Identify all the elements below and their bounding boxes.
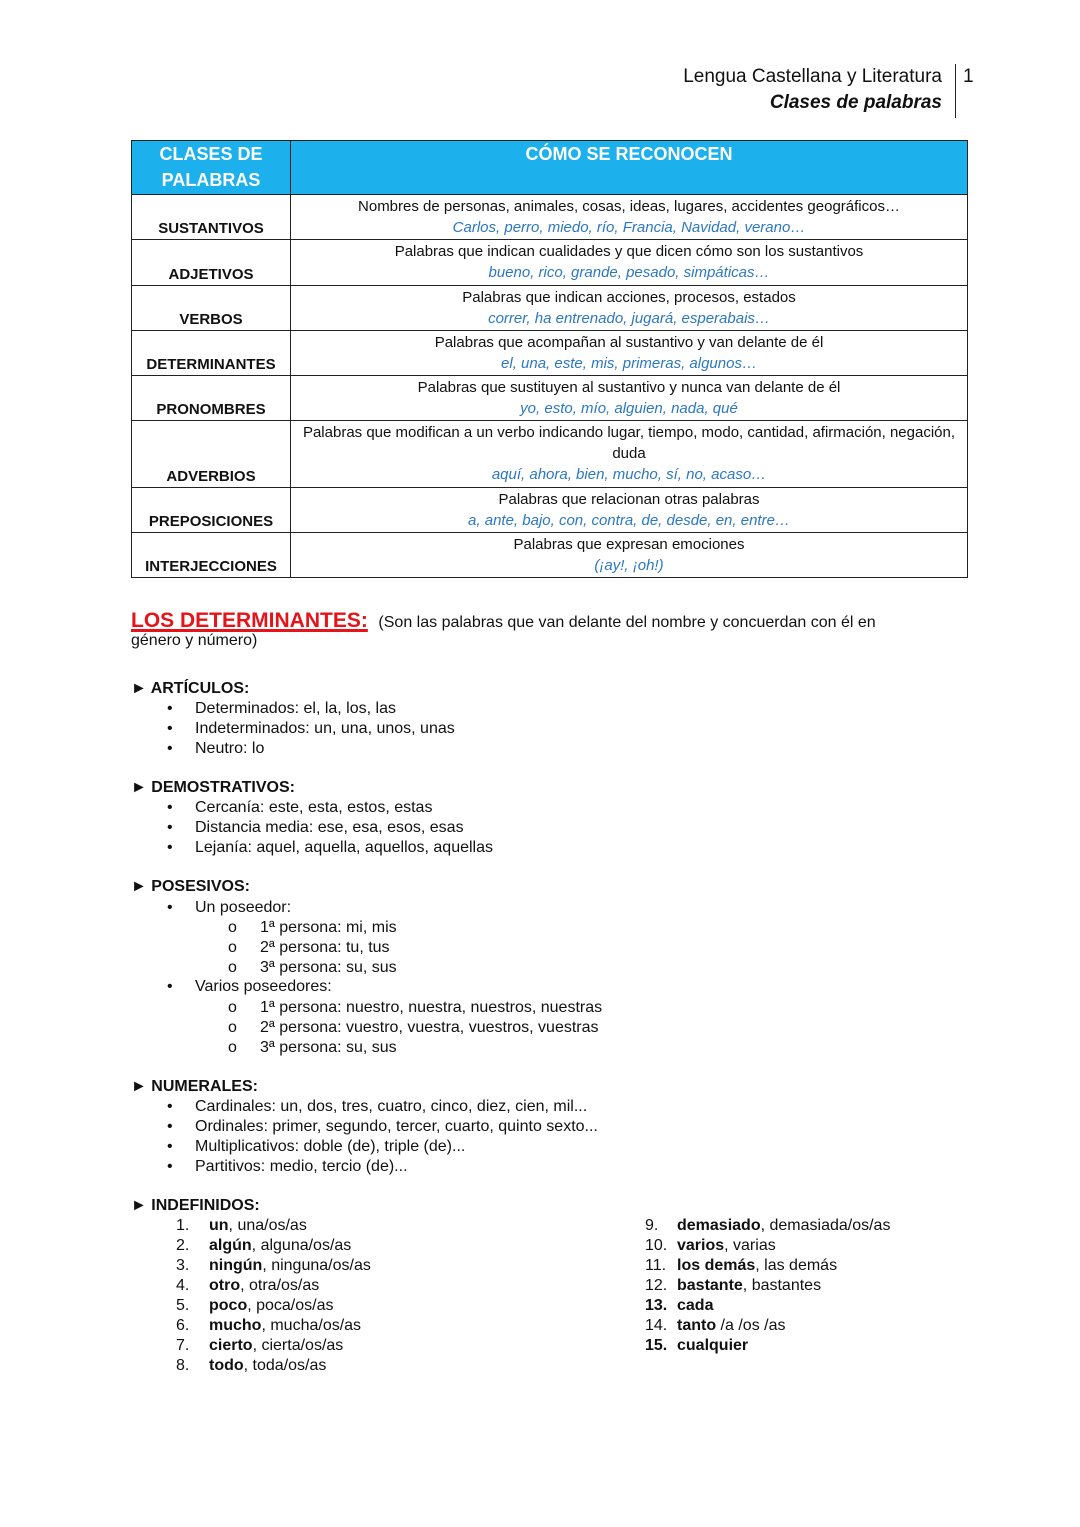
posesivos-title: ► POSESIVOS: (131, 878, 250, 895)
item-word: los demás (677, 1257, 756, 1274)
list-item (228, 1018, 599, 1038)
word-class-description (291, 533, 968, 578)
list-item-text: Cercanía: este, esta, estos, estas (195, 799, 433, 816)
item-number: 12. (645, 1277, 668, 1294)
list-item (167, 898, 292, 918)
table-header-recognition: CÓMO SE RECONOCEN (291, 141, 968, 195)
table-row (132, 376, 968, 421)
item-word: mucho (209, 1317, 262, 1334)
word-class: INTERJECCIONES (132, 533, 291, 578)
item-word: otro (209, 1277, 241, 1294)
item-forms: , bastantes (742, 1277, 822, 1294)
item-forms: , otra/os/as (240, 1277, 320, 1294)
determinantes-intro: (Son las palabras que van delante del nombre y concuerdan con él en (378, 614, 876, 631)
list-item-text: Ordinales: primer, segundo, tercer, cuarto, quinto sexto... (195, 1118, 598, 1135)
determinantes-title: LOS DETERMINANTES: (131, 609, 368, 632)
table-row (132, 488, 968, 533)
word-class: DETERMINANTES (132, 331, 291, 376)
numerales-title: ► NUMERALES: (131, 1078, 258, 1095)
bullet-icon: • (167, 700, 173, 717)
examples-text: el, una, este, mis, primeras, algunos… (501, 355, 757, 372)
list-item-text: Indeterminados: un, una, unos, unas (195, 720, 455, 737)
list-item-text: Determinados: el, la, los, las (195, 700, 396, 717)
indefinido-item (645, 1216, 890, 1236)
item-word: varios (677, 1237, 725, 1254)
description-text: Palabras que indican acciones, procesos, estados (462, 289, 796, 306)
table-row (132, 421, 968, 488)
list-item (167, 1137, 466, 1157)
bullet-icon: • (167, 1098, 173, 1115)
description-text: Nombres de personas, animales, cosas, ideas, lugares, accidentes geográficos… (358, 198, 900, 215)
description-text: Palabras que acompañan al sustantivo y van delante de él (434, 334, 824, 351)
list-item (228, 958, 397, 978)
bullet-icon: o (228, 999, 237, 1016)
bullet-icon: o (228, 1039, 237, 1056)
bullet-icon: • (167, 1118, 173, 1135)
item-number: 3. (176, 1257, 190, 1274)
item-number: 9. (645, 1217, 659, 1234)
item-forms: , poca/os/as (247, 1297, 334, 1314)
demostrativos-title: ► DEMOSTRATIVOS: (131, 779, 295, 796)
list-item-text: 2ª persona: tu, tus (260, 939, 390, 956)
list-item (167, 798, 433, 818)
list-item-text: Lejanía: aquel, aquella, aquellos, aquellas (195, 839, 494, 856)
table-row (132, 533, 968, 578)
list-item-text: Multiplicativos: doble (de), triple (de)... (195, 1138, 466, 1155)
table-header-classes: CLASES DE PALABRAS (132, 141, 291, 195)
indefinido-item (176, 1336, 343, 1356)
bullet-icon: o (228, 959, 237, 976)
examples-text: correr, ha entrenado, jugará, esperabais… (488, 310, 770, 327)
item-word: todo (209, 1357, 244, 1374)
item-word: algún (209, 1237, 252, 1254)
word-class-description (291, 488, 968, 533)
description-text: Palabras que expresan emociones (513, 536, 745, 553)
list-item-text: 3ª persona: su, sus (260, 1039, 397, 1056)
list-item (167, 719, 455, 739)
item-number: 4. (176, 1277, 190, 1294)
item-number: 14. (645, 1317, 668, 1334)
item-word: cada (677, 1297, 714, 1314)
indefinido-item (645, 1296, 713, 1316)
examples-text: a, ante, bajo, con, contra, de, desde, en, entre… (468, 512, 790, 529)
bullet-icon: • (167, 839, 173, 856)
indefinidos-title: ► INDEFINIDOS: (131, 1197, 260, 1214)
word-class-description (291, 331, 968, 376)
item-forms: , ninguna/os/as (262, 1257, 371, 1274)
indefinido-item (176, 1256, 371, 1276)
examples-text: bueno, rico, grande, pesado, simpáticas… (488, 264, 770, 281)
word-class-description (291, 421, 968, 488)
item-forms: , demasiada/os/as (760, 1217, 891, 1234)
item-number: 8. (176, 1357, 190, 1374)
list-item (167, 838, 494, 858)
bullet-icon: o (228, 939, 237, 956)
page-number: 1 (963, 66, 974, 87)
list-item (167, 699, 396, 719)
word-class: PRONOMBRES (132, 376, 291, 421)
indefinido-item (176, 1296, 334, 1316)
item-word: un (209, 1217, 229, 1234)
list-item-text: Distancia media: ese, esa, esos, esas (195, 819, 464, 836)
item-number: 6. (176, 1317, 190, 1334)
list-item-text: 1ª persona: nuestro, nuestra, nuestros, nuestras (260, 999, 603, 1016)
bullet-icon: • (167, 1138, 173, 1155)
indefinido-item (176, 1316, 361, 1336)
list-item (167, 977, 332, 997)
header-divider (955, 64, 956, 118)
articulos-title: ► ARTÍCULOS: (131, 680, 250, 697)
item-forms: , alguna/os/as (251, 1237, 352, 1254)
word-class: SUSTANTIVOS (132, 195, 291, 240)
word-class: ADVERBIOS (132, 421, 291, 488)
bullet-icon: • (167, 799, 173, 816)
header-subject: Lengua Castellana y Literatura (683, 66, 942, 87)
description-text: Palabras que modifican a un verbo indicando lugar, tiempo, modo, cantidad, afirmación, negación, duda (302, 424, 956, 462)
bullet-icon: • (167, 819, 173, 836)
item-forms: , cierta/os/as (252, 1337, 344, 1354)
word-classes-table (131, 140, 968, 578)
indefinido-item (645, 1316, 785, 1336)
indefinido-item (645, 1276, 821, 1296)
indefinido-item (645, 1236, 776, 1256)
word-class: ADJETIVOS (132, 240, 291, 286)
item-word: poco (209, 1297, 248, 1314)
bullet-icon: • (167, 978, 173, 995)
examples-text: (¡ay!, ¡oh!) (594, 557, 664, 574)
list-item (228, 918, 397, 938)
item-word: cualquier (677, 1337, 749, 1354)
word-class-description (291, 240, 968, 286)
indefinido-item (645, 1336, 748, 1356)
list-item-text: Partitivos: medio, tercio (de)... (195, 1158, 408, 1175)
item-number: 7. (176, 1337, 190, 1354)
indefinido-item (645, 1256, 837, 1276)
item-number: 10. (645, 1237, 668, 1254)
table-row (132, 195, 968, 240)
word-class-description (291, 376, 968, 421)
item-number: 11. (645, 1257, 667, 1274)
item-number: 2. (176, 1237, 190, 1254)
word-class: VERBOS (132, 286, 291, 331)
item-word: demasiado (677, 1217, 761, 1234)
bullet-icon: • (167, 899, 173, 916)
item-word: bastante (677, 1277, 743, 1294)
examples-text: aquí, ahora, bien, mucho, sí, no, acaso… (491, 466, 767, 483)
indefinido-item (176, 1276, 319, 1296)
item-number: 13. (645, 1297, 668, 1314)
header-topic: Clases de palabras (769, 92, 942, 113)
list-item-text: Neutro: lo (195, 740, 265, 757)
bullet-icon: • (167, 720, 173, 737)
word-class-description (291, 286, 968, 331)
bullet-icon: • (167, 740, 173, 757)
list-item-text: Cardinales: un, dos, tres, cuatro, cinco, diez, cien, mil... (195, 1098, 588, 1115)
list-item-text: 1ª persona: mi, mis (260, 919, 397, 936)
bullet-icon: o (228, 919, 237, 936)
list-item (228, 938, 390, 958)
list-item (228, 998, 603, 1018)
list-item-text: 2ª persona: vuestro, vuestra, vuestros, vuestras (260, 1019, 599, 1036)
item-forms: , varias (724, 1237, 776, 1254)
indefinido-item (176, 1356, 326, 1376)
item-forms: /a /os /as (716, 1317, 786, 1334)
list-item-text: 3ª persona: su, sus (260, 959, 397, 976)
list-item-text: Varios poseedores: (195, 978, 332, 995)
item-forms: , toda/os/as (243, 1357, 327, 1374)
item-forms: , las demás (755, 1257, 838, 1274)
table-row (132, 286, 968, 331)
list-item (167, 818, 464, 838)
description-text: Palabras que indican cualidades y que dicen cómo son los sustantivos (394, 243, 864, 260)
item-word: tanto (677, 1317, 717, 1334)
item-number: 5. (176, 1297, 190, 1314)
list-item (228, 1038, 397, 1058)
description-text: Palabras que sustituyen al sustantivo y nunca van delante de él (417, 379, 841, 396)
table-row (132, 240, 968, 286)
examples-text: Carlos, perro, miedo, río, Francia, Navidad, verano… (452, 219, 806, 236)
item-word: ningún (209, 1257, 263, 1274)
item-forms: , una/os/as (228, 1217, 307, 1234)
examples-text: yo, esto, mío, alguien, nada, qué (520, 400, 738, 417)
description-text: Palabras que relacionan otras palabras (498, 491, 760, 508)
word-class-description (291, 195, 968, 240)
table-row (132, 331, 968, 376)
determinantes-intro-cont: género y número) (131, 632, 258, 649)
bullet-icon: • (167, 1158, 173, 1175)
list-item (167, 1117, 598, 1137)
list-item (167, 1097, 588, 1117)
item-forms: , mucha/os/as (261, 1317, 362, 1334)
item-number: 1. (176, 1217, 190, 1234)
item-number: 15. (645, 1337, 668, 1354)
indefinido-item (176, 1236, 351, 1256)
bullet-icon: o (228, 1019, 237, 1036)
indefinido-item (176, 1216, 307, 1236)
item-word: cierto (209, 1337, 253, 1354)
word-class: PREPOSICIONES (132, 488, 291, 533)
list-item (167, 1157, 408, 1177)
list-item (167, 739, 265, 759)
list-item-text: Un poseedor: (195, 899, 292, 916)
